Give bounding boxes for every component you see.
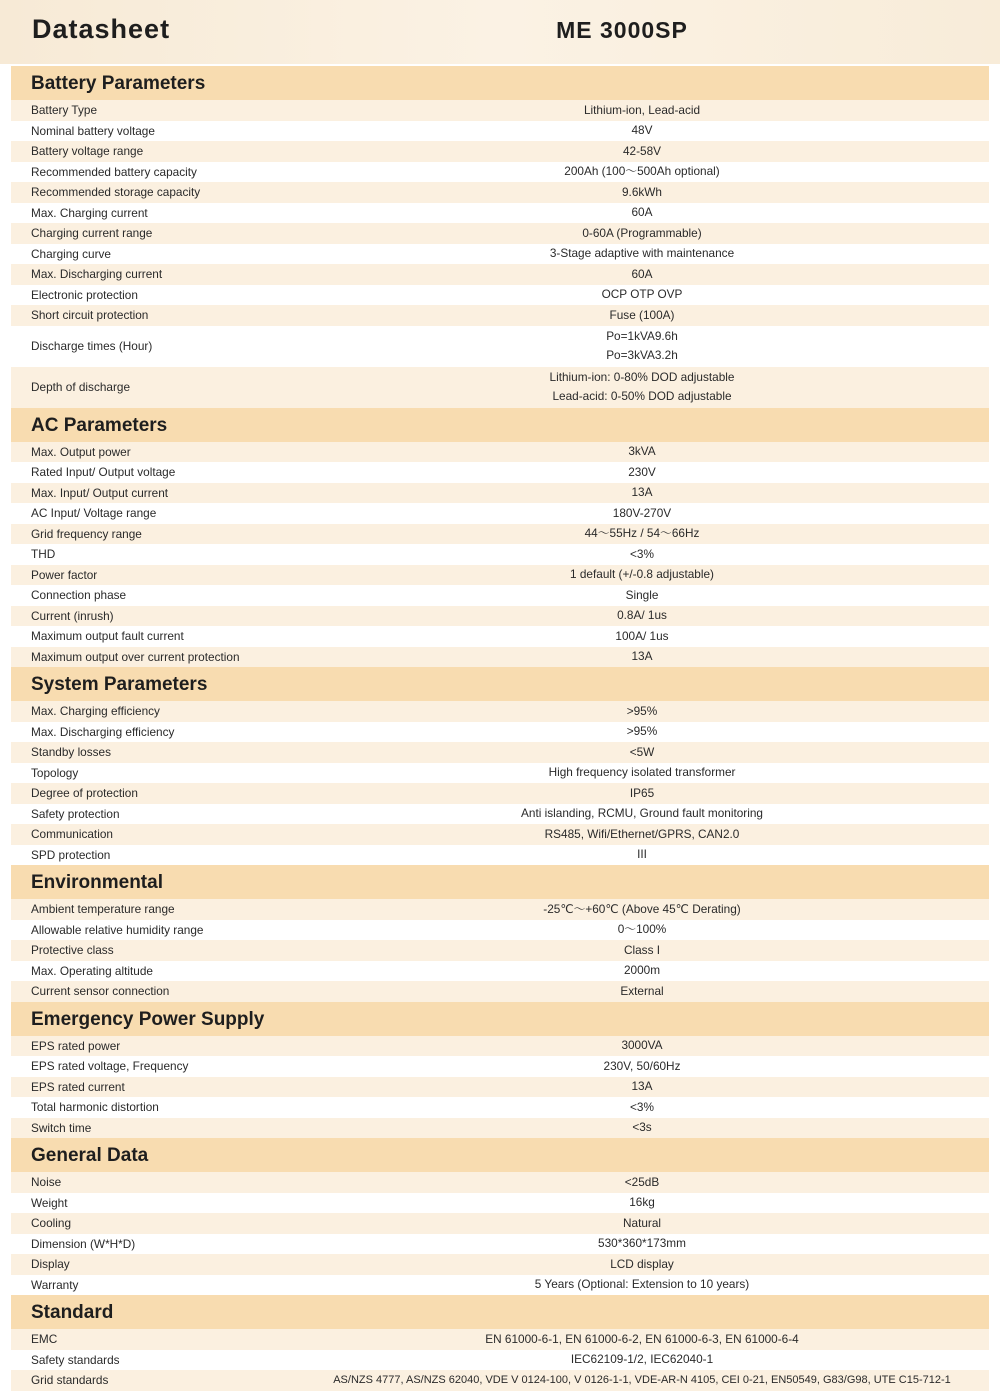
spec-row <box>11 524 989 545</box>
spec-row <box>11 981 989 1002</box>
spec-value-line: Po=1kVA9.6h <box>606 329 678 343</box>
spec-label: Noise <box>31 1175 62 1190</box>
spec-row <box>11 1056 989 1077</box>
spec-row <box>11 1118 989 1139</box>
spec-value: Class I <box>623 942 661 957</box>
spec-row <box>11 203 989 224</box>
spec-label: THD <box>31 547 56 562</box>
spec-row <box>11 626 989 647</box>
spec-value: 42-58V <box>622 143 662 158</box>
spec-row <box>11 1077 989 1098</box>
spec-label: Battery voltage range <box>31 144 144 159</box>
spec-row <box>11 483 989 504</box>
spec-value: 230V <box>628 464 656 479</box>
spec-row <box>11 824 989 845</box>
spec-label: Grid frequency range <box>31 526 142 541</box>
spec-value: 13A <box>631 649 653 664</box>
spec-value: 3000VA <box>621 1038 663 1053</box>
datasheet-header <box>0 0 1000 64</box>
section-title: AC Parameters <box>11 408 989 442</box>
spec-row <box>11 940 989 961</box>
spec-label: Max. Discharging current <box>31 267 163 282</box>
spec-row <box>11 920 989 941</box>
spec-row <box>11 1097 989 1118</box>
spec-sheet <box>11 66 989 1391</box>
spec-row <box>11 503 989 524</box>
section-title: General Data <box>11 1138 989 1172</box>
spec-row <box>11 1329 989 1350</box>
spec-value: Lithium-ion, Lead-acid <box>583 102 701 117</box>
spec-row <box>11 162 989 183</box>
spec-label: Max. Input/ Output current <box>31 485 169 500</box>
spec-label: Discharge times (Hour) <box>31 339 153 353</box>
spec-label: Weight <box>31 1195 68 1210</box>
spec-value: >95% <box>626 703 658 718</box>
spec-label: Allowable relative humidity range <box>31 922 204 937</box>
section-title: Environmental <box>11 865 989 899</box>
spec-row <box>11 899 989 920</box>
spec-value: III <box>637 847 647 862</box>
spec-value: 3kVA <box>628 444 656 459</box>
spec-label: Maximum output over current protection <box>31 649 240 664</box>
spec-row <box>11 742 989 763</box>
spec-row <box>11 701 989 722</box>
spec-value: 0.8A/ 1us <box>617 608 667 623</box>
spec-row <box>11 223 989 244</box>
spec-row <box>11 1254 989 1275</box>
spec-label: Depth of discharge <box>31 380 131 394</box>
spec-value: AS/NZS 4777, AS/NZS 62040, VDE V 0124-100, V 0126-1-1, VDE-AR-N 4105, CEI 0-21, EN50549, G83/G98, UTE C15-712-1 <box>333 1373 951 1386</box>
spec-value: High frequency isolated transformer <box>548 765 736 780</box>
spec-row <box>11 565 989 586</box>
spec-label: Cooling <box>31 1216 72 1231</box>
spec-label: Max. Charging efficiency <box>31 704 160 719</box>
spec-row <box>11 285 989 306</box>
spec-value: IEC62109-1/2, IEC62040-1 <box>570 1352 714 1367</box>
spec-value: <3% <box>630 1099 654 1114</box>
spec-row <box>11 182 989 203</box>
spec-row <box>11 783 989 804</box>
spec-row <box>11 367 989 408</box>
section-emergency-power-supply <box>11 1002 989 1139</box>
spec-label: Charging curve <box>31 246 111 261</box>
spec-value: 1 default (+/-0.8 adjustable) <box>570 567 714 582</box>
spec-value: 5 Years (Optional: Extension to 10 years) <box>534 1277 750 1292</box>
spec-value <box>311 368 973 406</box>
spec-value: External <box>620 983 664 998</box>
spec-label: Communication <box>31 827 113 842</box>
spec-value: Single <box>625 587 659 602</box>
spec-label: Ambient temperature range <box>31 902 175 917</box>
spec-label: Current (inrush) <box>31 608 114 623</box>
spec-row <box>11 722 989 743</box>
spec-row <box>11 100 989 121</box>
spec-row <box>11 1172 989 1193</box>
spec-label: Switch time <box>31 1120 92 1135</box>
spec-value: Fuse (100A) <box>609 307 675 322</box>
spec-row <box>11 264 989 285</box>
page-title: Datasheet <box>32 14 171 44</box>
spec-row <box>11 244 989 265</box>
spec-label: Battery Type <box>31 103 98 118</box>
spec-value: EN 61000-6-1, EN 61000-6-2, EN 61000-6-3, EN 61000-6-4 <box>485 1331 799 1346</box>
spec-value: OCP OTP OVP <box>601 287 683 302</box>
spec-label: Nominal battery voltage <box>31 123 155 138</box>
spec-row <box>11 305 989 326</box>
spec-label: Total harmonic distortion <box>31 1100 159 1115</box>
spec-row <box>11 804 989 825</box>
spec-label: Recommended storage capacity <box>31 185 201 200</box>
spec-label: Protective class <box>31 943 114 958</box>
spec-label: Power factor <box>31 567 98 582</box>
spec-label: Short circuit protection <box>31 308 149 323</box>
spec-row <box>11 647 989 668</box>
spec-value: 180V-270V <box>612 505 672 520</box>
section-battery-parameters <box>11 66 989 408</box>
spec-row <box>11 1193 989 1214</box>
spec-value: 16kg <box>629 1195 655 1210</box>
spec-label: Max. Charging current <box>31 205 148 220</box>
spec-value-line: Lead-acid: 0-50% DOD adjustable <box>552 389 732 403</box>
spec-value: 13A <box>631 485 653 500</box>
spec-value: 0～100% <box>617 922 667 937</box>
spec-value-line: Lithium-ion: 0-80% DOD adjustable <box>549 370 735 384</box>
spec-row <box>11 961 989 982</box>
spec-row <box>11 1036 989 1057</box>
spec-row <box>11 326 989 367</box>
spec-row <box>11 606 989 627</box>
spec-row <box>11 1275 989 1296</box>
spec-label: Display <box>31 1257 70 1272</box>
spec-label: EPS rated current <box>31 1079 125 1094</box>
spec-label: Maximum output fault current <box>31 629 184 644</box>
spec-row <box>11 1350 989 1371</box>
section-title: Standard <box>11 1295 989 1329</box>
spec-label: Standby losses <box>31 745 112 760</box>
spec-row <box>11 763 989 784</box>
spec-value: 48V <box>631 123 653 138</box>
spec-label: EPS rated power <box>31 1038 121 1053</box>
spec-value: 100A/ 1us <box>615 628 669 643</box>
spec-label: Degree of protection <box>31 786 138 801</box>
spec-label: EMC <box>31 1332 58 1347</box>
spec-value <box>311 327 973 365</box>
spec-row <box>11 544 989 565</box>
spec-value-line: Po=3kVA3.2h <box>606 348 678 362</box>
spec-value: 530*360*173mm <box>598 1236 686 1251</box>
spec-row <box>11 1370 989 1391</box>
spec-value: LCD display <box>610 1256 674 1271</box>
section-title: Battery Parameters <box>11 66 989 100</box>
spec-row <box>11 1234 989 1255</box>
spec-label: SPD protection <box>31 847 111 862</box>
section-standard <box>11 1295 989 1391</box>
spec-label: AC Input/ Voltage range <box>31 506 157 521</box>
spec-value: <5W <box>629 744 655 759</box>
spec-label: Rated Input/ Output voltage <box>31 465 176 480</box>
spec-value: <3s <box>632 1120 652 1135</box>
spec-value: 230V, 50/60Hz <box>603 1058 681 1073</box>
spec-value: >95% <box>626 724 658 739</box>
spec-label: Current sensor connection <box>31 984 170 999</box>
spec-value: 13A <box>631 1079 653 1094</box>
spec-label: Charging current range <box>31 226 153 241</box>
spec-label: Topology <box>31 765 79 780</box>
spec-value: IP65 <box>629 785 655 800</box>
section-general-data <box>11 1138 989 1295</box>
spec-value: 2000m <box>623 963 661 978</box>
section-title: Emergency Power Supply <box>11 1002 989 1036</box>
spec-label: Max. Output power <box>31 444 131 459</box>
section-ac-parameters <box>11 408 989 668</box>
spec-value: Anti islanding, RCMU, Ground fault monitoring <box>521 806 763 821</box>
spec-label: Electronic protection <box>31 287 138 302</box>
section-title: System Parameters <box>11 667 989 701</box>
spec-value: 44～55Hz / 54～66Hz <box>584 526 700 541</box>
model-name: ME 3000SP <box>556 17 688 43</box>
spec-value: RS485, Wifi/Ethernet/GPRS, CAN2.0 <box>544 826 740 841</box>
spec-row <box>11 141 989 162</box>
spec-label: Warranty <box>31 1277 79 1292</box>
spec-label: Max. Discharging efficiency <box>31 724 175 739</box>
spec-row <box>11 442 989 463</box>
spec-label: Dimension (W*H*D) <box>31 1236 136 1251</box>
spec-row <box>11 1213 989 1234</box>
spec-row <box>11 585 989 606</box>
spec-value: 60A <box>631 266 653 281</box>
spec-label: Safety standards <box>31 1352 120 1367</box>
spec-value: <25dB <box>624 1174 660 1189</box>
spec-value: 60A <box>631 205 653 220</box>
spec-label: Grid standards <box>31 1373 109 1388</box>
spec-value: Natural <box>622 1215 662 1230</box>
spec-label: Connection phase <box>31 588 127 603</box>
spec-label: Safety protection <box>31 806 120 821</box>
spec-row <box>11 462 989 483</box>
spec-label: Recommended battery capacity <box>31 164 197 179</box>
spec-value: 9.6kWh <box>622 184 662 199</box>
spec-value: 0-60A (Programmable) <box>582 225 702 240</box>
spec-label: EPS rated voltage, Frequency <box>31 1059 189 1074</box>
spec-value: -25℃～+60℃ (Above 45℃ Derating) <box>543 901 741 916</box>
spec-row <box>11 845 989 866</box>
section-system-parameters <box>11 667 989 865</box>
section-environmental <box>11 865 989 1002</box>
spec-value: 3-Stage adaptive with maintenance <box>549 246 735 261</box>
spec-label: Max. Operating altitude <box>31 963 153 978</box>
spec-row <box>11 121 989 142</box>
spec-value: 200Ah (100～500Ah optional) <box>564 164 720 179</box>
spec-value: <3% <box>630 546 654 561</box>
